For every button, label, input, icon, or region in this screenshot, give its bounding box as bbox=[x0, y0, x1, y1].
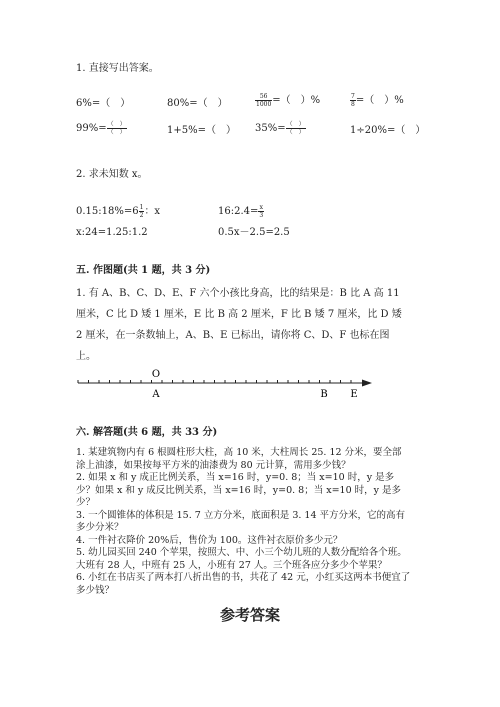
point-a-label: A bbox=[152, 389, 160, 400]
denominator: （ ） bbox=[107, 129, 126, 136]
q1-g bbox=[255, 121, 306, 136]
section5-heading: 五. 作图题(共 1 题，共 3 分) bbox=[76, 265, 211, 276]
problem-item: 1. 某建筑物内有 6 根圆柱形大柱，高 10 米，大柱周长 25. 12 分米，要全部涂上油漆，如果按每平方米的油漆费为 80 元计算，需用多少钱？ bbox=[76, 447, 402, 471]
numerator: （ ） bbox=[286, 121, 305, 128]
q1-e bbox=[76, 121, 127, 136]
axis-arrow bbox=[362, 380, 372, 387]
denominator: （ ） bbox=[286, 129, 305, 136]
denominator: 1000 bbox=[256, 101, 272, 108]
q1-c-tail: =（ ）% bbox=[272, 95, 321, 106]
point-e-label: E bbox=[350, 389, 358, 400]
q1-e-lead: 99%= bbox=[76, 123, 107, 134]
eq3: x:24=1.25:1.2 bbox=[76, 227, 148, 238]
q1-g-lead: 35%= bbox=[255, 123, 286, 134]
section6-heading: 六. 解答题(共 6 题，共 33 分) bbox=[76, 427, 218, 438]
q1-a: 6%=（ ） bbox=[76, 98, 131, 109]
eq4: 0.5x－2.5=2.5 bbox=[218, 227, 290, 238]
q1-b: 80%=（ ） bbox=[167, 98, 228, 109]
eq1 bbox=[76, 204, 160, 219]
numerator: 1 bbox=[139, 204, 144, 211]
origin-label: O bbox=[151, 369, 161, 380]
problem-item: 3. 一个圆锥体的体积是 15. 7 立方分米，底面积是 3. 14 平方分米，它的高有多少分米？ bbox=[76, 509, 406, 533]
problem-item: 5. 幼儿园买回 240 个苹果，按照大、中、小三个幼儿班的人数分配给各个班。大班有 28 人，中班有 25 人，小班有 27 人。三个班各应分多少个苹果？ bbox=[76, 547, 407, 571]
q1-d-tail: =（ ）% bbox=[355, 95, 404, 106]
denominator: 2 bbox=[139, 212, 144, 219]
q1-c bbox=[255, 93, 320, 108]
number-line bbox=[70, 364, 380, 402]
q1-f: 1+5%=（ ） bbox=[167, 125, 236, 136]
eq2-lead: 16:2.4= bbox=[218, 206, 259, 217]
eq1-lead: 0.15:18%=6 bbox=[76, 206, 139, 217]
section1-title: 1. 直接写出答案。 bbox=[76, 63, 159, 74]
denominator: 8 bbox=[351, 101, 355, 108]
denominator: 3 bbox=[259, 212, 264, 219]
numerator: 56 bbox=[255, 93, 272, 101]
q1-h: 1÷20%=（ ） bbox=[350, 125, 426, 136]
section6-problems bbox=[76, 447, 411, 597]
section2-title: 2. 求未知数 x。 bbox=[76, 169, 148, 180]
problem-item: 4. 一件衬衣降价 20%后，售价为 100。这件衬衣原价多少元？ bbox=[76, 534, 343, 546]
numerator: x bbox=[259, 204, 263, 211]
fraction bbox=[258, 204, 264, 219]
fraction bbox=[107, 121, 127, 136]
eq1-tail: ：x bbox=[144, 206, 161, 217]
problem-item: 6. 小红在书店买了两本打八折出售的书，共花了 42 元，小红买这两本书便宜了多少钱？ bbox=[76, 572, 411, 596]
section5-problem: 1. 有 A、B、C、D、E、F 六个小孩比身高，比的结果是：B 比 A 高 11 厘米，C 比 D 矮 1 厘米，E 比 B 高 2 厘米，F 比 B 矮 7 厘米，比 D 矮 2 厘米，在一条数轴上，A、B、E 已标出，请你将 C、D、F 也标在图上。 bbox=[76, 288, 402, 362]
numerator: 7 bbox=[351, 93, 355, 100]
numerator: （ ） bbox=[107, 121, 126, 128]
q1-d bbox=[350, 93, 404, 108]
eq2 bbox=[218, 204, 264, 219]
fraction bbox=[255, 93, 272, 108]
problem-item: 2. 如果 x 和 y 成正比例关系，当 x=16 时，y=0. 8；当 x=10 时，y 是多少？如果 x 和 y 成反比例关系，当 x=16 时，y=0. 8；当 x=10 时，y 是多少？ bbox=[76, 472, 402, 508]
fraction bbox=[286, 121, 306, 136]
point-b-label: B bbox=[320, 389, 328, 400]
answers-title: 参考答案 bbox=[219, 606, 280, 624]
